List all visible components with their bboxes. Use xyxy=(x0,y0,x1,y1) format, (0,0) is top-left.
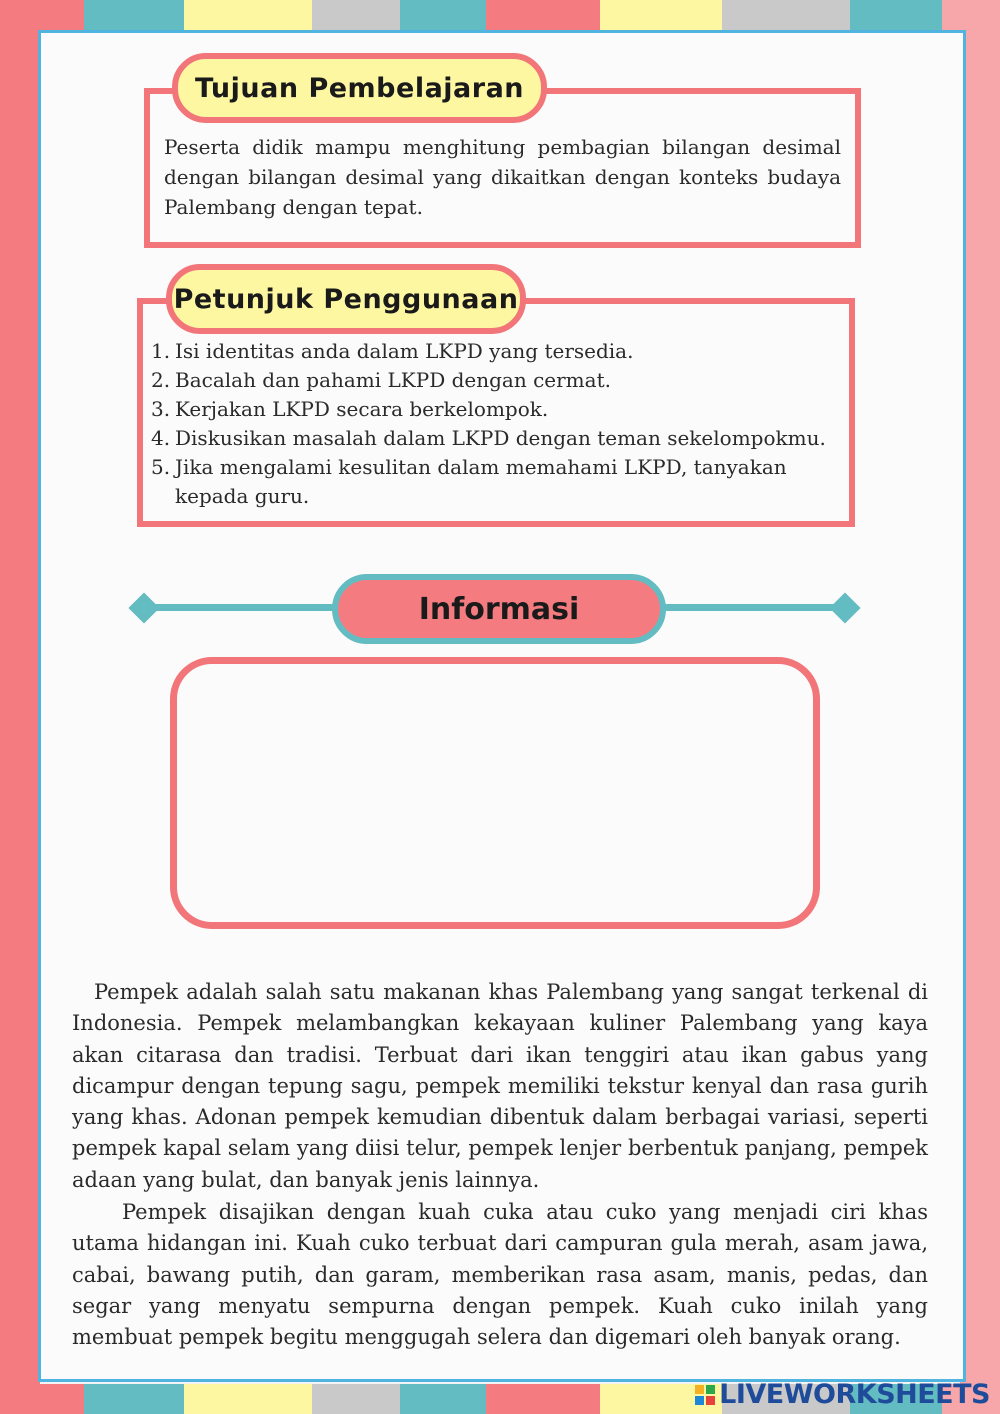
left-border-stripe xyxy=(0,0,40,1414)
information-paragraph-1: Pempek adalah salah satu makanan khas Palembang yang sangat terkenal di Indonesia. Pempek melambangkan kekayaan kuliner Palembang yang kaya akan citarasa dan tradisi. Terbuat dari ikan tenggiri atau ikan gabus yang dicampur dengan tepung sagu, pempek memiliki tekstur kenyal dan rasa gurih yang khas. Adonan pempek kemudian dibentuk dalam berbagai variasi, seperti pempek kapal selam yang diisi telur, pempek lenjer berbentuk panjang, pempek adaan yang bulat, dan banyak jenis lainnya. xyxy=(72,980,928,1192)
stripe-segment xyxy=(0,1384,84,1414)
liveworksheets-mark-icon xyxy=(695,1385,715,1405)
stripe-segment xyxy=(0,0,84,30)
list-item: 5. Jika mengalami kesulitan dalam memahami LKPD, tanyakan kepada guru. xyxy=(151,455,787,508)
stripe-segment xyxy=(312,1384,400,1414)
stripe-segment xyxy=(312,0,400,30)
stripe-segment xyxy=(722,0,850,30)
liveworksheets-brand-text: LIVEWORKSHEETS xyxy=(719,1379,990,1410)
list-item: 3. Kerjakan LKPD secara berkelompok. xyxy=(151,397,549,421)
stripe-segment xyxy=(84,0,184,30)
information-image-frame xyxy=(170,657,820,929)
information-paragraph-2: Pempek disajikan dengan kuah cuka atau cuko yang menjadi ciri khas utama hidangan ini. Kuah cuko terbuat dari campuran gula merah, asam jawa, cabai, bawang putih, dan garam, memberikan rasa asam, manis, pedas, dan segar yang menyatu sempurna dengan pempek. Kuah cuko inilah yang membuat pempek begitu menggugah selera dan digemari oleh banyak orang. xyxy=(72,1200,928,1350)
list-item: 4. Diskusikan masalah dalam LKPD dengan teman sekelompokmu. xyxy=(151,426,826,450)
instructions-title: Petunjuk Penggunaan xyxy=(166,264,526,334)
learning-objective-text: Peserta didik mampu menghitung pembagian bilangan desimal dengan bilangan desimal yang dikaitkan dengan konteks budaya Palembang dengan tepat. xyxy=(164,135,841,219)
stripe-segment xyxy=(942,0,1000,30)
learning-objective-title: Tujuan Pembelajaran xyxy=(172,53,547,123)
list-item: 1. Isi identitas anda dalam LKPD yang tersedia. xyxy=(151,339,634,363)
stripe-segment xyxy=(400,1384,486,1414)
stripe-segment xyxy=(486,1384,600,1414)
stripe-segment xyxy=(400,0,486,30)
list-item: 2. Bacalah dan pahami LKPD dengan cermat. xyxy=(151,368,611,392)
informasi-title: Informasi xyxy=(332,574,666,644)
stripe-segment xyxy=(84,1384,184,1414)
stripe-segment xyxy=(184,0,312,30)
stripe-segment xyxy=(184,1384,312,1414)
stripe-segment xyxy=(850,0,942,30)
stripe-segment xyxy=(600,0,722,30)
stripe-segment xyxy=(486,0,600,30)
liveworksheets-logo[interactable] xyxy=(695,1379,990,1410)
right-border-stripe xyxy=(960,0,1000,1414)
top-color-stripes xyxy=(0,0,1000,30)
instructions-list xyxy=(151,337,851,511)
